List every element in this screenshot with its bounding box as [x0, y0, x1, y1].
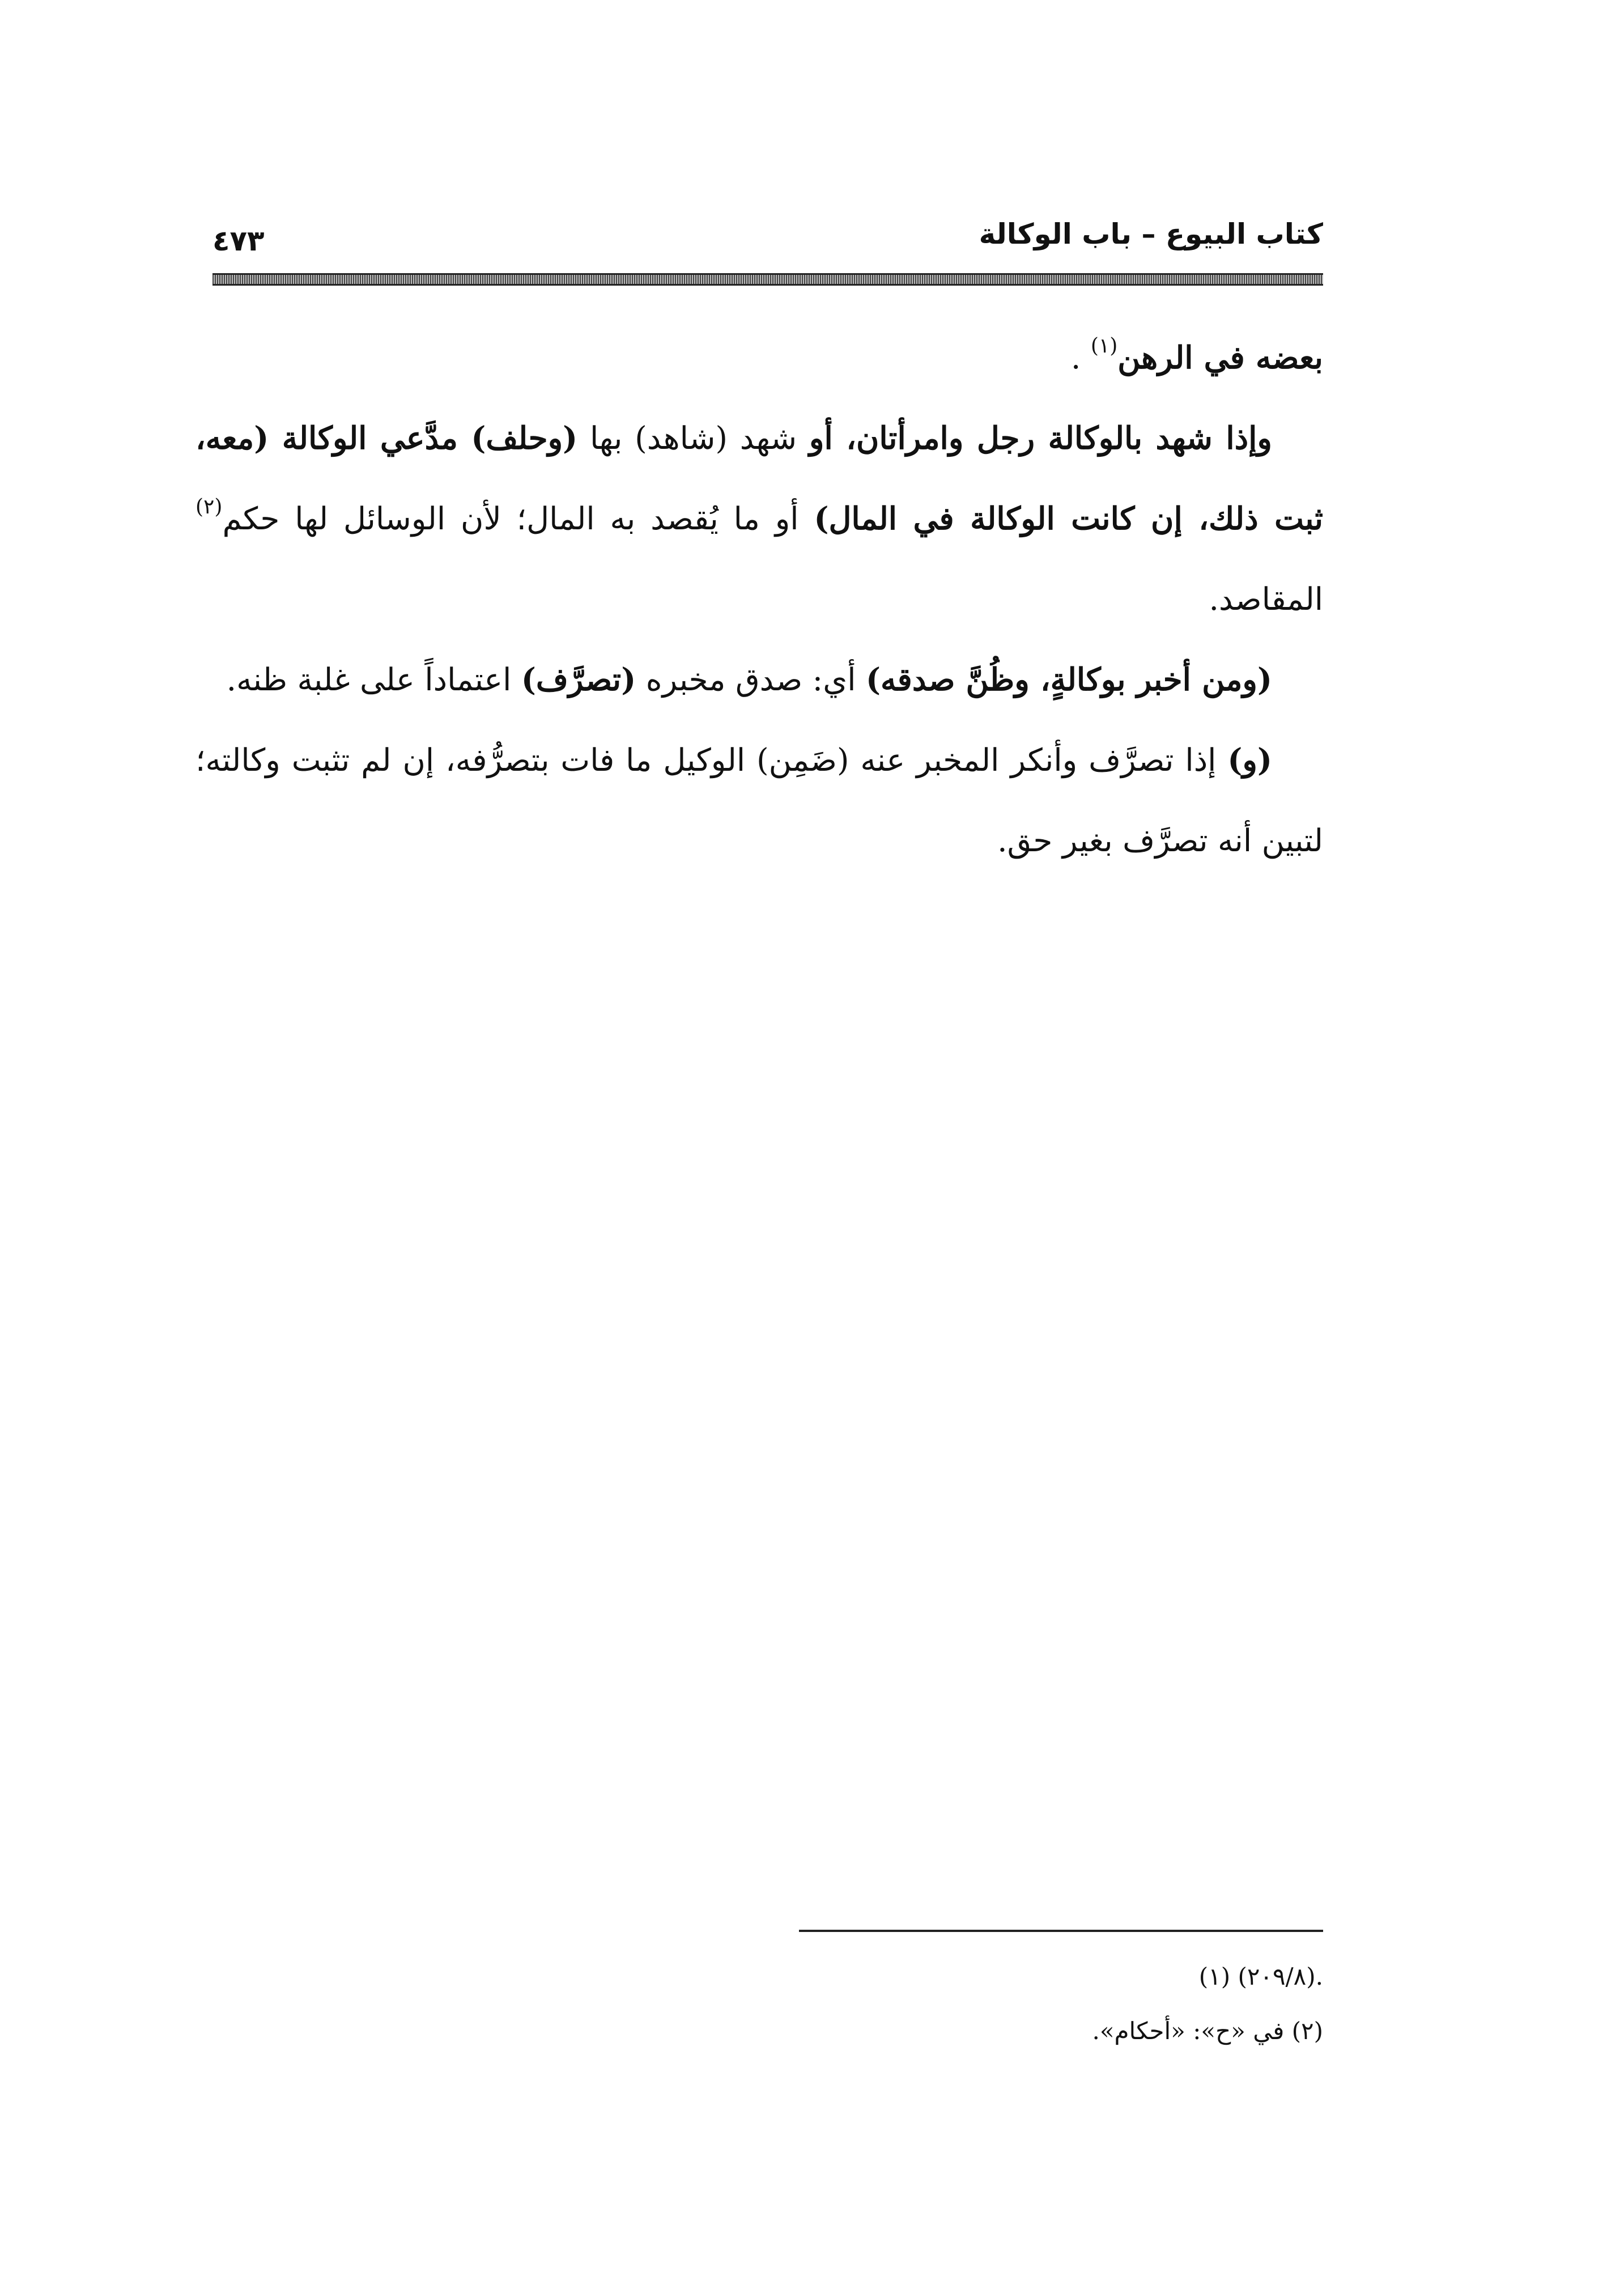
- page-number: ٤٧٣: [212, 224, 265, 257]
- paragraph-4: [195, 720, 1323, 881]
- paragraph-3: [195, 639, 1323, 720]
- p3-s4: اعتماداً على غلبة ظنه.: [226, 661, 521, 698]
- footnotes: [799, 1950, 1323, 2058]
- paragraph-1: [195, 317, 1323, 398]
- p3-s3: (تصرَّف): [521, 661, 636, 698]
- p3-s2: أي: صدق مخبره: [636, 661, 866, 698]
- footnote-ref-2: (٢): [195, 495, 223, 519]
- footnote-1: .(٢٠٩/٨) (١): [1198, 1963, 1323, 1990]
- p1-text: بعضه في الرهن: [1117, 339, 1323, 376]
- p2-s2: شهد (شاهد) بها: [577, 420, 809, 456]
- p2-s1: وإذا شهد بالوكالة رجل وامرأتان، أو: [809, 419, 1272, 456]
- paragraph-2: [195, 398, 1323, 639]
- p3-s1: (ومن أخبر بوكالةٍ، وظُنَّ صدقه): [866, 661, 1272, 698]
- p2-s3: (وحلف) مدَّعي الوكالة (معه، ثبت ذلك، إن كانت الوكالة في المال): [195, 419, 1323, 537]
- p1-end: .: [1070, 339, 1091, 376]
- chapter-title: كتاب البيوع – باب الوكالة: [979, 218, 1323, 250]
- p4-s2: إذا تصرَّف وأنكر المخبر عنه (ضَمِن) الوكيل ما فات بتصرُّفه، إن لم تثبت وكالته؛ لتبين أنه تصرَّف بغير حق.: [195, 742, 1323, 859]
- footnote-rule: [799, 1930, 1323, 1932]
- p2-s4: أو ما يُقصد به المال؛ لأن الوسائل لها حكم: [222, 500, 814, 537]
- footnote-ref-1: (١): [1090, 334, 1118, 358]
- p2-s5: المقاصد.: [1209, 581, 1323, 617]
- footnote-2: (٢) في «ح»: «أحكام».: [1092, 2017, 1323, 2045]
- main-text: [195, 317, 1323, 881]
- header-rule: [212, 273, 1323, 286]
- p4-s1: (و): [1227, 741, 1272, 778]
- running-header: [212, 210, 1323, 272]
